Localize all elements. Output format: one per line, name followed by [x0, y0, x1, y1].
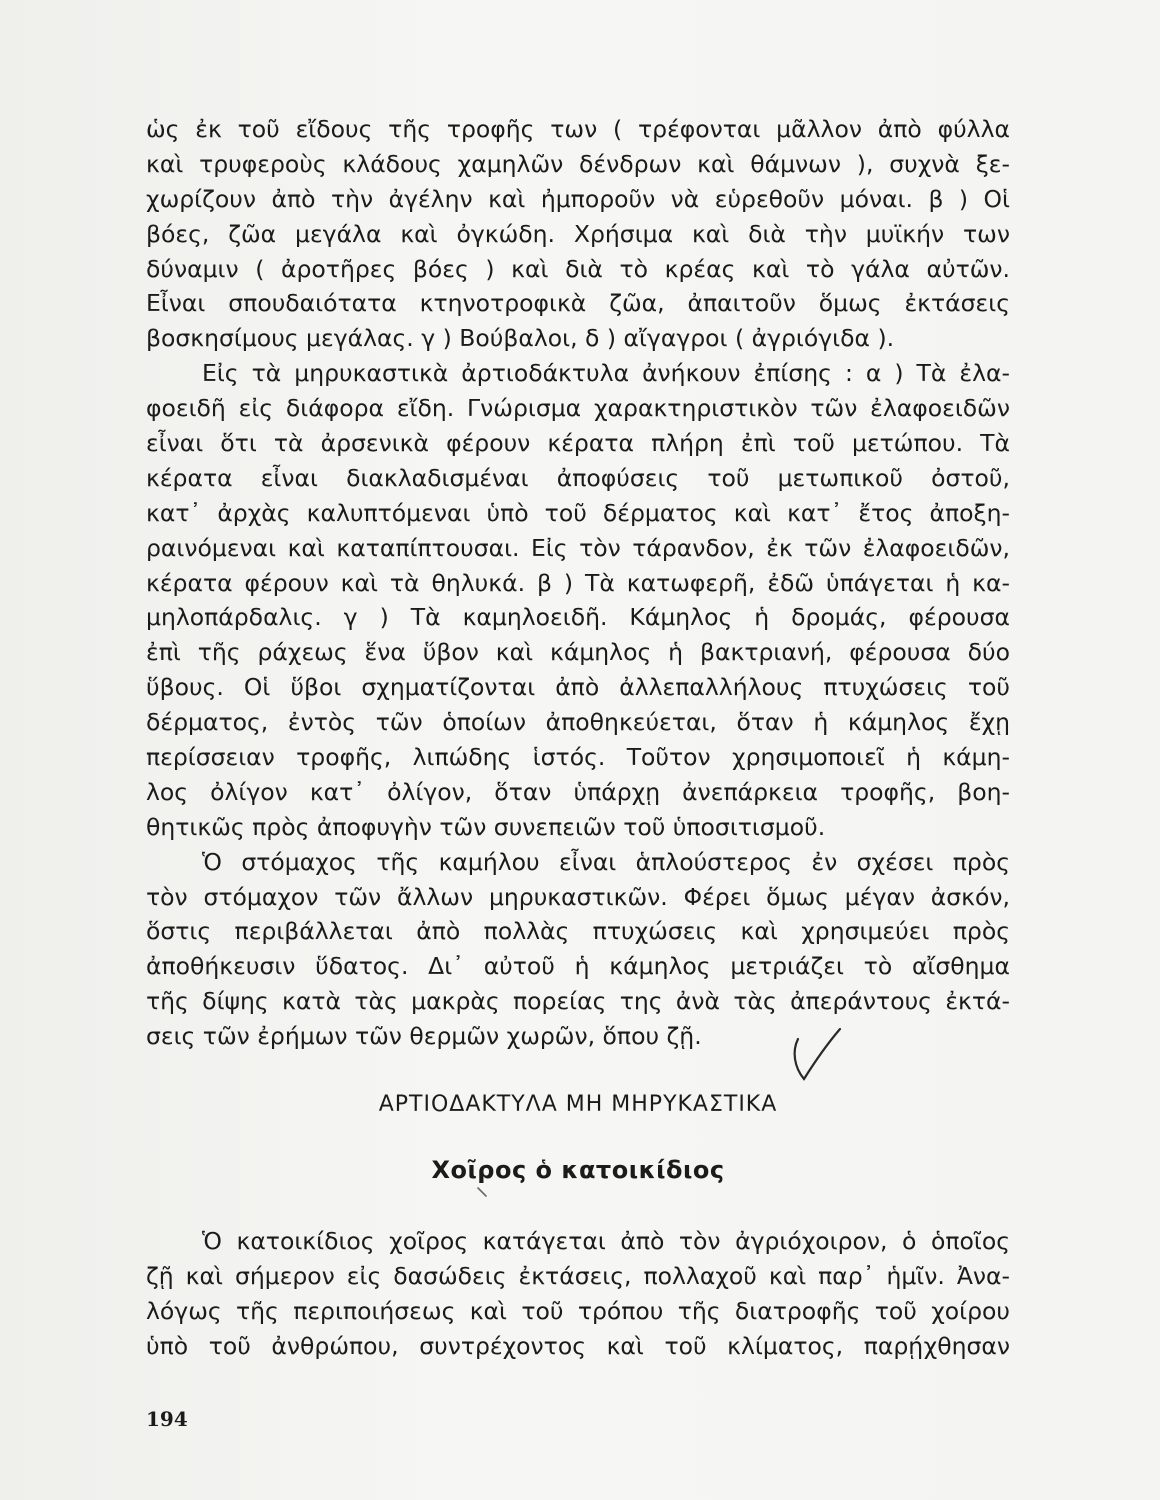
pencil-mark [476, 1186, 490, 1198]
text-line: περίσσειαν τροφῆς, λιπώδης ἱστός. Τοῦτον χρησιμοποιεῖ ἡ κάμη- [146, 743, 1010, 772]
text-line: ὕβους. Οἱ ὕβοι σχηματίζονται ἀπὸ ἀλλεπαλλήλους πτυχώσεις τοῦ [146, 673, 1010, 702]
handwritten-check-mark [784, 1025, 844, 1083]
text-line: μηλοπάρδαλις. γ ) Τὰ καμηλοειδῆ. Κάμηλος ἡ δρομάς, φέρουσα [146, 603, 1010, 632]
text-line: ραινόμεναι καὶ καταπίπτουσαι. Εἰς τὸν τάρανδον, ἐκ τῶν ἐλαφοειδῶν, [146, 533, 1010, 562]
text-line: Εἶναι σπουδαιότατα κτηνοτροφικὰ ζῶα, ἀπαιτοῦν ὅμως ἐκτάσεις [146, 289, 1010, 318]
text-line: βοσκησίμους μεγάλας. γ ) Βούβαλοι, δ ) αἴγαγροι ( ἀγριόγιδα ). [146, 324, 895, 353]
text-line: καὶ τρυφεροὺς κλάδους χαμηλῶν δένδρων καὶ θάμνων ), συχνὰ ξε- [146, 149, 1010, 178]
text-line: δέρματος, ἐντὸς τῶν ὁποίων ἀποθηκεύεται, ὅταν ἡ κάμηλος ἔχῃ [146, 708, 1010, 737]
text-line: βόες, ζῶα μεγάλα καὶ ὀγκώδη. Χρήσιμα καὶ διὰ τὴν μυϊκήν των [146, 219, 1010, 248]
text-line: τὸν στόμαχον τῶν ἄλλων μηρυκαστικῶν. Φέρει ὅμως μέγαν ἀσκόν, [146, 882, 1010, 911]
text-line: ἀποθήκευσιν ὕδατος. Δι᾽ αὐτοῦ ἡ κάμηλος μετριάζει τὸ αἴσθημα [146, 952, 1010, 981]
text-line: κέρατα εἶναι διακλαδισμέναι ἀποφύσεις τοῦ μετωπικοῦ ὀστοῦ, [146, 463, 1010, 492]
text-line: ὑπὸ τοῦ ἀνθρώπου, συντρέχοντος καὶ τοῦ κλίματος, παρῄχθησαν [146, 1331, 1010, 1360]
text-line: λος ὀλίγον κατ᾽ ὀλίγον, ὅταν ὑπάρχῃ ἀνεπάρκεια τροφῆς, βοη- [146, 777, 1010, 806]
text-line: ἐπὶ τῆς ράχεως ἕνα ὕβον καὶ κάμηλος ἡ βακτριανή, φέρουσα δύο [146, 638, 1010, 667]
secondary-text [146, 1224, 1010, 1364]
text-line: δύναμιν ( ἀροτῆρες βόες ) καὶ διὰ τὸ κρέας καὶ τὸ γάλα αὐτῶν. [146, 254, 1010, 283]
text-line: θητικῶς πρὸς ἀποφυγὴν τῶν συνεπειῶν τοῦ ὑποσιτισμοῦ. [146, 812, 826, 841]
text-line: Ὁ κατοικίδιος χοῖρος κατάγεται ἀπὸ τὸν ἀγριόχοιρον, ὁ ὁποῖος [202, 1227, 1010, 1255]
text-line: λόγως τῆς περιποιήσεως καὶ τοῦ τρόπου τῆς διατροφῆς τοῦ χοίρου [146, 1296, 1010, 1325]
page-number: 194 [146, 1407, 188, 1431]
text-line: κέρατα φέρουν καὶ τὰ θηλυκά. β ) Τὰ κατωφερῆ, ἐδῶ ὑπάγεται ἡ κα- [146, 568, 1010, 597]
text-line: ζῇ καὶ σήμερον εἰς δασώδεις ἐκτάσεις, πολλαχοῦ καὶ παρ᾽ ἡμῖν. Ἀνα- [146, 1261, 1010, 1290]
text-line: χωρίζουν ἀπὸ τὴν ἀγέλην καὶ ἠμποροῦν νὰ εὑρεθοῦν μόναι. β ) Οἱ [146, 184, 1010, 213]
text-line: φοειδῆ εἰς διάφορα εἴδη. Γνώρισμα χαρακτηριστικὸν τῶν ἐλαφοειδῶν [146, 394, 1010, 423]
text-line: ὡς ἐκ τοῦ εἴδους τῆς τροφῆς των ( τρέφονται μᾶλλον ἀπὸ φύλλα [146, 115, 1010, 143]
section-heading: ΑΡΤΙΟΔΑΚΤΥΛΑ ΜΗ ΜΗΡΥΚΑΣΤΙΚΑ [378, 1092, 778, 1117]
text-line: Ὁ στόμαχος τῆς καμήλου εἶναι ἁπλούστερος ἐν σχέσει πρὸς [202, 847, 1010, 876]
subheading: Χοῖρος ὁ κατοικίδιος [431, 1156, 725, 1184]
text-line: Εἰς τὰ μηρυκαστικὰ ἀρτιοδάκτυλα ἀνήκουν ἐπίσης : α ) Τὰ ἐλα- [202, 359, 1010, 388]
text-line: τῆς δίψης κατὰ τὰς μακρὰς πορείας της ἀνὰ τὰς ἀπεράντους ἐκτά- [146, 987, 1010, 1016]
text-line: ὅστις περιβάλλεται ἀπὸ πολλὰς πτυχώσεις καὶ χρησιμεύει πρὸς [146, 917, 1010, 946]
text-line: σεις τῶν ἐρήμων τῶν θερμῶν χωρῶν, ὅπου ζῇ. [146, 1022, 702, 1051]
text-line: κατ᾽ ἀρχὰς καλυπτόμεναι ὑπὸ τοῦ δέρματος καὶ κατ᾽ ἔτος ἀποξη- [146, 498, 1010, 527]
main-text [146, 112, 1010, 1054]
text-line: εἶναι ὅτι τὰ ἀρσενικὰ φέρουν κέρατα πλήρη ἐπὶ τοῦ μετώπου. Τὰ [146, 429, 1010, 458]
